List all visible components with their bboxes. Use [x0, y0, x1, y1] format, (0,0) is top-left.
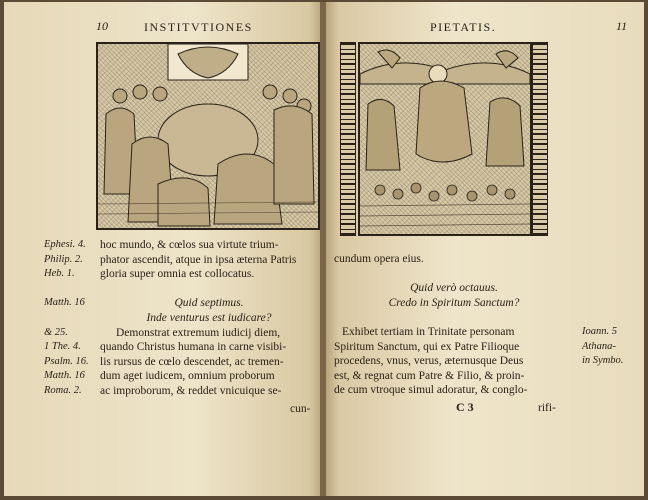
body-line [100, 282, 318, 297]
left-margin-note: Psalm. 16. [44, 355, 89, 367]
body-line: procedens, vnus, verus, æternusque Deus [334, 355, 524, 368]
body-line: hoc mundo, & cœlos sua virtute trium- [100, 239, 279, 251]
left-margin-note: Philip. 2. [44, 253, 83, 265]
body-line: ac improborum, & reddet vnicuique se- [100, 384, 282, 397]
body-line: lis rursus de cœlo descendet, ac tremen- [100, 355, 284, 368]
left-body-text [100, 238, 318, 399]
left-page [4, 2, 322, 496]
left-margin-notes [44, 238, 89, 399]
left-margin-note: Heb. 1. [44, 268, 75, 280]
right-margin-note: in Symbo. [582, 355, 624, 367]
question-heading: Quid septimus. [174, 297, 244, 310]
left-margin-note: Ephesi. 4. [44, 239, 86, 250]
left-margin-note: Matth. 16 [44, 370, 85, 382]
right-margin-notes [582, 325, 623, 369]
question-heading: Quid verò octauus. [410, 282, 498, 295]
right-margin-note: Athana- [582, 340, 616, 352]
last-judgment-woodcut [358, 42, 532, 236]
body-line: Demonstrat extremum iudicij diem, [116, 326, 281, 339]
left-margin-note: & 25. [44, 326, 68, 338]
right-catchword: rifi- [538, 402, 556, 414]
body-line: est, & regnat cum Patre & Filio, & proin- [334, 369, 525, 382]
creed-article: Inde venturus est iudicare? [146, 311, 272, 324]
left-running-head: INSTITVTIONES [144, 20, 253, 34]
right-page [326, 2, 644, 496]
left-margin-note: Roma. 2. [44, 384, 82, 396]
body-line: Exhibet tertiam in Trinitate personam [342, 325, 515, 338]
body-line [334, 310, 574, 325]
creed-article: Credo in Spiritum Sanctum? [388, 296, 520, 309]
body-line: cundum opera eius. [334, 253, 424, 265]
body-line: quando Christus humana in carne visibi- [100, 341, 287, 354]
body-line: dum aget iudicem, omnium proborum [100, 370, 275, 383]
left-margin-spacer [44, 311, 89, 326]
body-line [334, 267, 574, 282]
right-ornamental-border [532, 42, 548, 236]
left-ornamental-border [340, 42, 356, 236]
left-catchword: cun- [290, 403, 311, 415]
body-line: phator ascendit, atque in ipsa æterna Patris [100, 253, 297, 266]
right-running-head: PIETATIS. [430, 20, 497, 34]
body-line: de cum vtroque simul adoratur, & conglo- [334, 384, 528, 397]
left-margin-note: 1 The. 4. [44, 341, 81, 353]
body-line: gloria super omnia est collocatus. [100, 268, 255, 281]
right-body-text [334, 252, 574, 398]
left-margin-spacer [44, 282, 89, 297]
right-folio: 11 [616, 19, 628, 33]
last-judgment-woodcut-drawing [360, 44, 530, 234]
left-folio: 10 [96, 19, 108, 33]
right-margin-note: Ioann. 5 [582, 326, 617, 337]
open-book [4, 2, 644, 496]
ascension-woodcut [96, 42, 320, 230]
ascension-woodcut-drawing [98, 44, 318, 228]
signature-mark: C 3 [456, 400, 474, 414]
body-line: Spiritum Sanctum, qui ex Patre Filioque [334, 340, 520, 353]
left-margin-note: Matth. 16 [44, 297, 85, 309]
